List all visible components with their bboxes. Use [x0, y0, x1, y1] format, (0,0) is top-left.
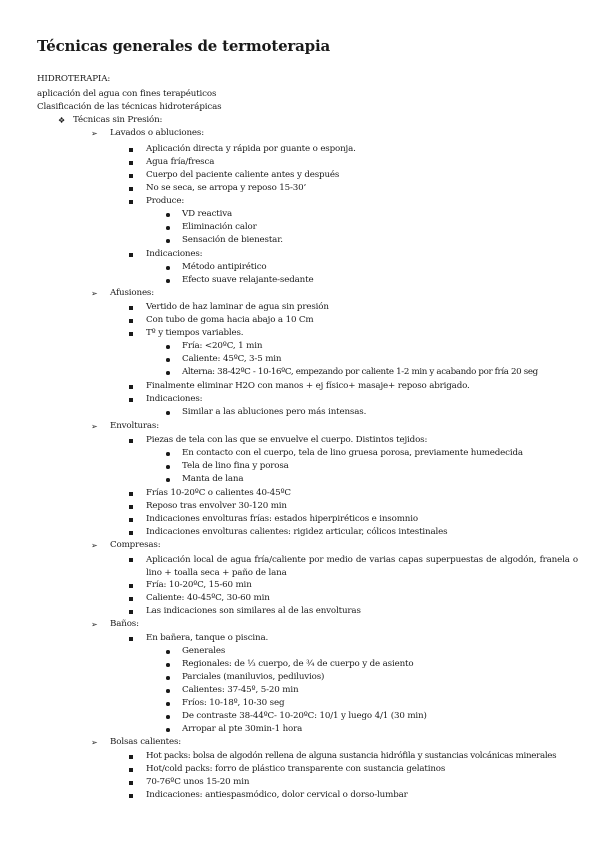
list-item: Eliminación calor [182, 222, 257, 232]
list-item: Generales [182, 646, 226, 656]
round-bullet-icon [166, 689, 170, 693]
intro-line: aplicación del agua con fines terapéuticos [37, 89, 217, 99]
list-item: Piezas de tela con las que se envuelve el cuerpo. Distintos tejidos: [146, 435, 428, 445]
round-bullet-icon [166, 452, 170, 456]
list-item: Frías 10-20ºC o calientes 40-45ºC [146, 488, 291, 498]
square-bullet-icon [129, 492, 133, 496]
list-item: Indicaciones envolturas calientes: rigidez articular, cólicos intestinales [146, 527, 448, 537]
list-item: Alterna: 38-42ºC - 10-16ºC, empezando por caliente 1-2 min y acabando por fría 20 seg [182, 367, 538, 377]
list-item: Tº y tiempos variables. [146, 328, 244, 338]
arrow-bullet-icon: ➢ [91, 422, 98, 431]
group-title: Compresas: [110, 540, 161, 550]
list-item: De contraste 38-44ºC- 10-20ºC: 10/1 y luego 4/1 (30 min) [182, 711, 427, 721]
round-bullet-icon [166, 371, 170, 375]
arrow-bullet-icon: ➢ [91, 620, 98, 629]
list-item: Fríos: 10-18º, 10-30 seg [182, 698, 285, 708]
list-item: En bañera, tanque o piscina. [146, 633, 269, 643]
list-item: Caliente: 45ºC, 3-5 min [182, 354, 282, 364]
square-bullet-icon [129, 200, 133, 204]
square-bullet-icon [129, 319, 133, 323]
list-item: Manta de lana [182, 474, 244, 484]
list-item: Sensación de bienestar. [182, 235, 283, 245]
list-item: Reposo tras envolver 30-120 min [146, 501, 287, 511]
round-bullet-icon [166, 345, 170, 349]
round-bullet-icon [166, 663, 170, 667]
square-bullet-icon [129, 531, 133, 535]
list-item: Indicaciones: [146, 394, 203, 404]
list-item: Arropar al pte 30min-1 hora [182, 724, 303, 734]
list-item: Calientes: 37-45º, 5-20 min [182, 685, 299, 695]
round-bullet-icon [166, 266, 170, 270]
square-bullet-icon [129, 253, 133, 257]
list-item: Indicaciones envolturas frías: estados hiperpiréticos e insomnio [146, 514, 418, 524]
heading-hidroterapia: HIDROTERAPIA: [37, 74, 111, 84]
square-bullet-icon [129, 755, 133, 759]
list-item: Tela de lino fina y porosa [182, 461, 289, 471]
square-bullet-icon [129, 385, 133, 389]
round-bullet-icon [166, 715, 170, 719]
round-bullet-icon [166, 728, 170, 732]
page-title: Técnicas generales de termoterapia [37, 37, 330, 55]
list-item: Efecto suave relajante-sedante [182, 275, 314, 285]
round-bullet-icon [166, 676, 170, 680]
round-bullet-icon [166, 279, 170, 283]
list-item: Cuerpo del paciente caliente antes y después [146, 170, 340, 180]
group-title: Lavados o abluciones: [110, 128, 204, 138]
list-item: Aplicación local de agua fría/caliente por medio de varias capas superpuestas de algodón, franela o lino + toalla seca + paño de lana [146, 555, 578, 578]
group-title: Baños: [110, 619, 139, 629]
arrow-bullet-icon: ➢ [91, 129, 98, 138]
list-item: Agua fría/fresca [146, 157, 215, 167]
list-item: Indicaciones: [146, 249, 203, 259]
list-item: Hot packs: bolsa de algodón rellena de alguna sustancia hidrófila y sustancias volcánicas minerales [146, 751, 557, 761]
square-bullet-icon [129, 637, 133, 641]
square-bullet-icon [129, 610, 133, 614]
arrow-bullet-icon: ➢ [91, 541, 98, 550]
list-item: Finalmente eliminar H2O con manos + ej físico+ masaje+ reposo abrigado. [146, 381, 470, 391]
list-item: Indicaciones: antiespasmódico, dolor cervical o dorso-lumbar [146, 790, 408, 800]
square-bullet-icon [129, 174, 133, 178]
round-bullet-icon [166, 411, 170, 415]
square-bullet-icon [129, 584, 133, 588]
list-item: Similar a las abluciones pero más intensas. [182, 407, 367, 417]
square-bullet-icon [129, 187, 133, 191]
list-item: No se seca, se arropa y reposo 15-30’ [146, 183, 307, 193]
square-bullet-icon [129, 781, 133, 785]
round-bullet-icon [166, 358, 170, 362]
square-bullet-icon [129, 398, 133, 402]
diamond-bullet-icon: ❖ [58, 116, 66, 125]
list-item: Fría: 10-20ºC, 15-60 min [146, 580, 252, 590]
group-title: Afusiones: [110, 288, 155, 298]
group-title: Bolsas calientes: [110, 737, 182, 747]
list-item: Vertido de haz laminar de agua sin presión [146, 302, 329, 312]
square-bullet-icon [129, 768, 133, 772]
section-title: Técnicas sin Presión: [73, 115, 163, 125]
square-bullet-icon [129, 439, 133, 443]
round-bullet-icon [166, 213, 170, 217]
list-item: En contacto con el cuerpo, tela de lino gruesa porosa, previamente humedecida [182, 448, 523, 458]
square-bullet-icon [129, 306, 133, 310]
list-item: Regionales: de ⅓ cuerpo, de ¾ de cuerpo y de asiento [182, 659, 414, 669]
group-title: Envolturas: [110, 421, 160, 431]
list-item: Método antipirético [182, 262, 267, 272]
square-bullet-icon [129, 505, 133, 509]
square-bullet-icon [129, 518, 133, 522]
list-item: VD reactiva [182, 209, 233, 219]
square-bullet-icon [129, 332, 133, 336]
list-item: 70-76ºC unos 15-20 min [146, 777, 250, 787]
list-item: Produce: [146, 196, 185, 206]
list-item: Aplicación directa y rápida por guante o esponja. [146, 144, 356, 154]
round-bullet-icon [166, 226, 170, 230]
list-item: Parciales (maniluvios, pediluvios) [182, 672, 325, 682]
round-bullet-icon [166, 650, 170, 654]
arrow-bullet-icon: ➢ [91, 289, 98, 298]
intro-line: Clasificación de las técnicas hidroterápicas [37, 102, 222, 112]
round-bullet-icon [166, 478, 170, 482]
square-bullet-icon [129, 558, 133, 562]
list-item: Hot/cold packs: forro de plástico transparente con sustancia gelatinos [146, 764, 446, 774]
round-bullet-icon [166, 465, 170, 469]
square-bullet-icon [129, 597, 133, 601]
list-item: Fría: <20ºC, 1 min [182, 341, 263, 351]
list-item: Caliente: 40-45ºC, 30-60 min [146, 593, 270, 603]
square-bullet-icon [129, 794, 133, 798]
list-item: Las indicaciones son similares al de las envolturas [146, 606, 361, 616]
square-bullet-icon [129, 148, 133, 152]
round-bullet-icon [166, 702, 170, 706]
list-item: Con tubo de goma hacia abajo a 10 Cm [146, 315, 314, 325]
square-bullet-icon [129, 161, 133, 165]
arrow-bullet-icon: ➢ [91, 738, 98, 747]
round-bullet-icon [166, 239, 170, 243]
